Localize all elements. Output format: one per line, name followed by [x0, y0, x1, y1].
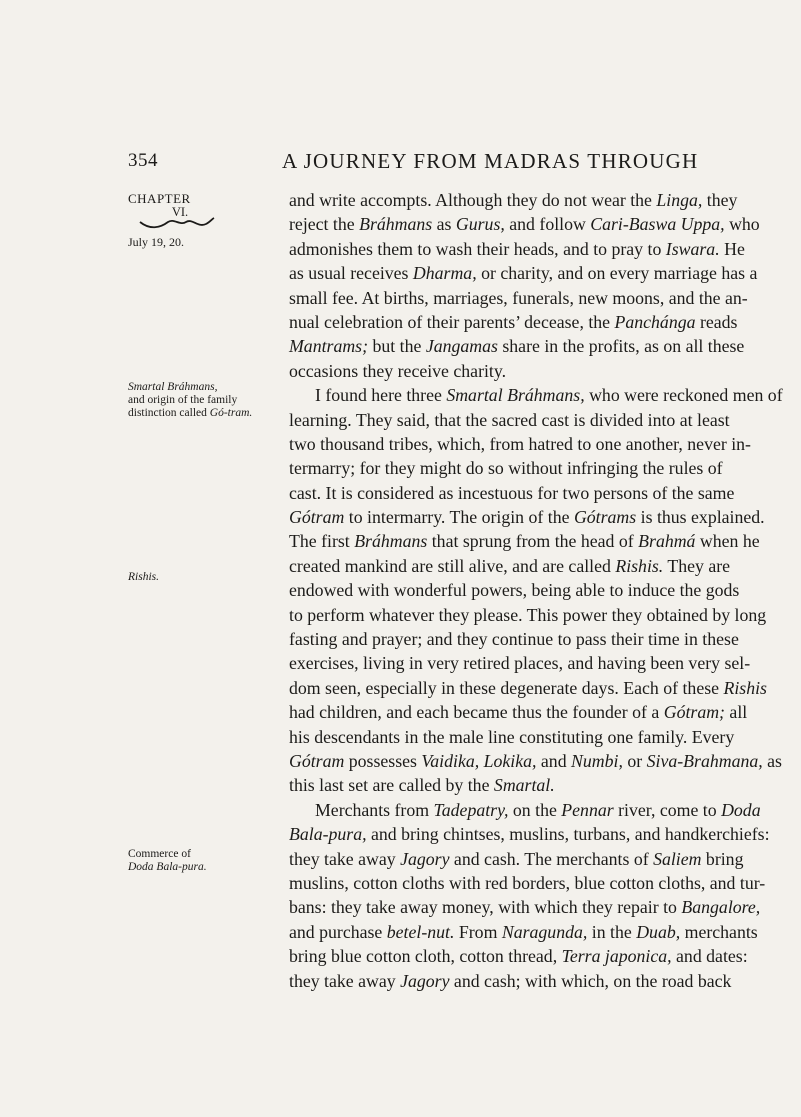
text-line — [289, 554, 731, 578]
text-run: or — [622, 750, 647, 771]
text-run: when he — [695, 531, 760, 552]
text-line — [289, 261, 758, 285]
side-note-rishis: Rishis. — [128, 571, 159, 583]
text-run: reads — [695, 311, 738, 332]
page-number: 354 — [128, 150, 158, 171]
italic-term: Tadepatry, — [433, 799, 509, 820]
text-line — [289, 212, 760, 236]
text-run: He — [719, 238, 745, 259]
text-line — [289, 334, 745, 358]
text-run: admonishes them to wash their heads, and to pray to — [289, 238, 666, 259]
italic-term: Dharma, — [412, 263, 477, 284]
text-line — [289, 408, 730, 432]
text-run: occasions they receive charity. — [289, 360, 507, 381]
text-run: had children, and each became thus the founder of a — [289, 702, 664, 723]
italic-term: Duab, — [636, 921, 681, 942]
italic-term: Saliem — [653, 848, 702, 869]
text-line — [289, 505, 765, 529]
text-run: and purchase — [289, 921, 387, 942]
text-run: dom seen, especially in these degenerate days. Each of these — [289, 677, 724, 698]
text-run: his descendants in the male line constituting one family. Every — [289, 726, 735, 747]
text-run: learning. They said, that the sacred cast is divided into at least — [289, 409, 730, 430]
italic-term: Iswara. — [665, 238, 720, 259]
italic-term: Gurus, — [455, 214, 505, 235]
italic-term: Mantrams; — [289, 336, 369, 357]
text-line — [289, 383, 783, 407]
text-run: Merchants from — [315, 799, 434, 820]
text-run: From — [454, 921, 502, 942]
text-run: The first — [289, 531, 355, 552]
text-line — [289, 359, 711, 383]
ornament-flourish — [138, 216, 216, 230]
text-line — [289, 969, 732, 993]
italic-term: Smartal Bráhmans, — [446, 385, 585, 406]
italic-term: Brahmá — [638, 531, 696, 552]
italic-term: Bangalore, — [681, 897, 761, 918]
italic-term: Gótram — [289, 750, 345, 771]
text-run: they take away — [289, 848, 401, 869]
side-note-smartal — [128, 381, 280, 420]
italic-term: Numbi, — [571, 750, 623, 771]
text-run: bring — [701, 848, 744, 869]
running-title: A JOURNEY FROM MADRAS THROUGH — [282, 149, 699, 173]
text-line — [289, 676, 767, 700]
text-line — [289, 773, 711, 797]
text-run: termarry; for they might do so without infringing the rules of — [289, 458, 723, 479]
text-line — [289, 310, 738, 334]
text-run: to perform whatever they please. This power they obtained by long — [289, 604, 767, 625]
text-run: I found here three — [315, 385, 447, 406]
text-run: on the — [508, 799, 562, 820]
text-run: possesses — [344, 750, 422, 771]
text-run: river, come to — [613, 799, 722, 820]
italic-term: Pennar — [561, 799, 614, 820]
italic-term: Jagory — [400, 848, 450, 869]
text-run: and cash; with which, on the road back — [449, 970, 732, 991]
side-note-smartal-title: Smartal Bráhmans, — [128, 381, 218, 393]
text-run: small fee. At births, marriages, funerals, new moons, and the an- — [289, 287, 748, 308]
text-run: and cash. The merchants of — [449, 848, 654, 869]
text-run: but the — [368, 336, 426, 357]
text-run: as usual receives — [289, 263, 413, 284]
text-run: as — [762, 750, 782, 771]
text-run: two thousand tribes, which, from hatred to one another, never in- — [289, 433, 751, 454]
text-run: bans: they take away money, with which they repair to — [289, 897, 682, 918]
text-run: in the — [587, 921, 637, 942]
margin-date: July 19, 20. — [128, 235, 185, 249]
text-run: created mankind are still alive, and are called — [289, 555, 616, 576]
text-run: they take away — [289, 970, 401, 991]
text-line — [289, 871, 766, 895]
text-run: They are — [663, 555, 731, 576]
text-run: fasting and prayer; and they continue to pass their time in these — [289, 629, 739, 650]
text-run: nual celebration of their parents’ decease, the — [289, 311, 615, 332]
text-line — [289, 456, 723, 480]
text-line — [289, 847, 744, 871]
italic-term: Doda — [721, 799, 761, 820]
text-line — [289, 822, 770, 846]
text-run: and — [536, 750, 572, 771]
italic-term: Naragunda, — [501, 921, 588, 942]
text-run: as — [432, 214, 456, 235]
text-run: cast. It is considered as incestuous for two persons of the same — [289, 482, 735, 503]
text-run: and dates: — [671, 946, 748, 967]
text-run: to intermarry. The origin of the — [344, 507, 574, 528]
text-run: they — [702, 190, 738, 210]
text-line — [289, 188, 738, 212]
italic-term: Terra japonica, — [561, 946, 672, 967]
body-text — [289, 188, 783, 993]
text-run: merchants — [680, 921, 758, 942]
italic-term: Cari-Baswa Uppa, — [590, 214, 725, 235]
text-line — [289, 627, 739, 651]
italic-term: Linga, — [656, 190, 703, 210]
italic-term: Rishis. — [615, 555, 664, 576]
text-run: that sprung from the head of — [427, 531, 639, 552]
text-run: endowed with wonderful powers, being able to induce the gods — [289, 580, 740, 601]
italic-term: Panchánga — [614, 311, 696, 332]
chapter-label: CHAPTER — [128, 191, 191, 206]
chapter-number: VI. — [171, 205, 189, 219]
text-line — [289, 725, 735, 749]
side-note-commerce — [128, 848, 280, 874]
text-run: or charity, and on every marriage has a — [476, 263, 758, 284]
italic-term: Vaidika, Lokika, — [421, 750, 537, 771]
text-line — [289, 944, 748, 968]
text-line — [289, 920, 758, 944]
side-note-smartal-term: Gó-tram. — [209, 407, 253, 419]
side-note-smartal-text: and origin of the family distinction called — [128, 394, 238, 419]
text-line — [289, 432, 751, 456]
italic-term: Gótram; — [663, 702, 725, 723]
italic-term: Gótram — [289, 507, 345, 528]
text-run: share in the profits, as on all these — [497, 336, 745, 357]
text-line — [289, 529, 760, 553]
side-note-commerce-title: Commerce of — [128, 848, 191, 860]
text-run: reject the — [289, 214, 360, 235]
text-line — [289, 578, 740, 602]
italic-term: Jangamas — [425, 336, 498, 357]
text-line — [289, 651, 751, 675]
text-run: all — [724, 702, 748, 723]
italic-term: Rishis — [723, 677, 767, 698]
text-run: this last set are called by the — [289, 775, 494, 796]
text-line — [289, 237, 745, 261]
text-run: who — [724, 214, 760, 235]
text-line — [289, 286, 748, 310]
text-run: who were reckoned men of — [584, 385, 783, 406]
italic-term: Bráhmans — [359, 214, 433, 235]
italic-term: Siva-Brahmana, — [646, 750, 763, 771]
text-run: and bring chintses, muslins, turbans, and handkerchiefs: — [366, 824, 770, 845]
text-line — [289, 603, 767, 627]
text-line — [289, 481, 735, 505]
text-line — [289, 798, 761, 822]
italic-term: Bala-pura, — [289, 824, 367, 845]
text-run: is thus explained. — [636, 507, 765, 528]
text-line — [289, 895, 761, 919]
text-run: and follow — [504, 214, 591, 235]
italic-term: Smartal. — [493, 775, 555, 796]
text-run: exercises, living in very retired places, and having been very sel- — [289, 653, 751, 674]
text-run: and write accompts. Although they do not wear the — [289, 190, 657, 210]
side-note-commerce-place: Doda Bala-pura. — [128, 861, 207, 873]
italic-term: Gótrams — [573, 507, 637, 528]
italic-term: betel-nut. — [386, 921, 455, 942]
text-run: muslins, cotton cloths with red borders, blue cotton cloths, and tur- — [289, 872, 766, 893]
italic-term: Bráhmans — [354, 531, 428, 552]
text-run: bring blue cotton cloth, cotton thread, — [289, 946, 562, 967]
italic-term: Jagory — [400, 970, 450, 991]
text-line — [289, 749, 782, 773]
text-line — [289, 700, 748, 724]
